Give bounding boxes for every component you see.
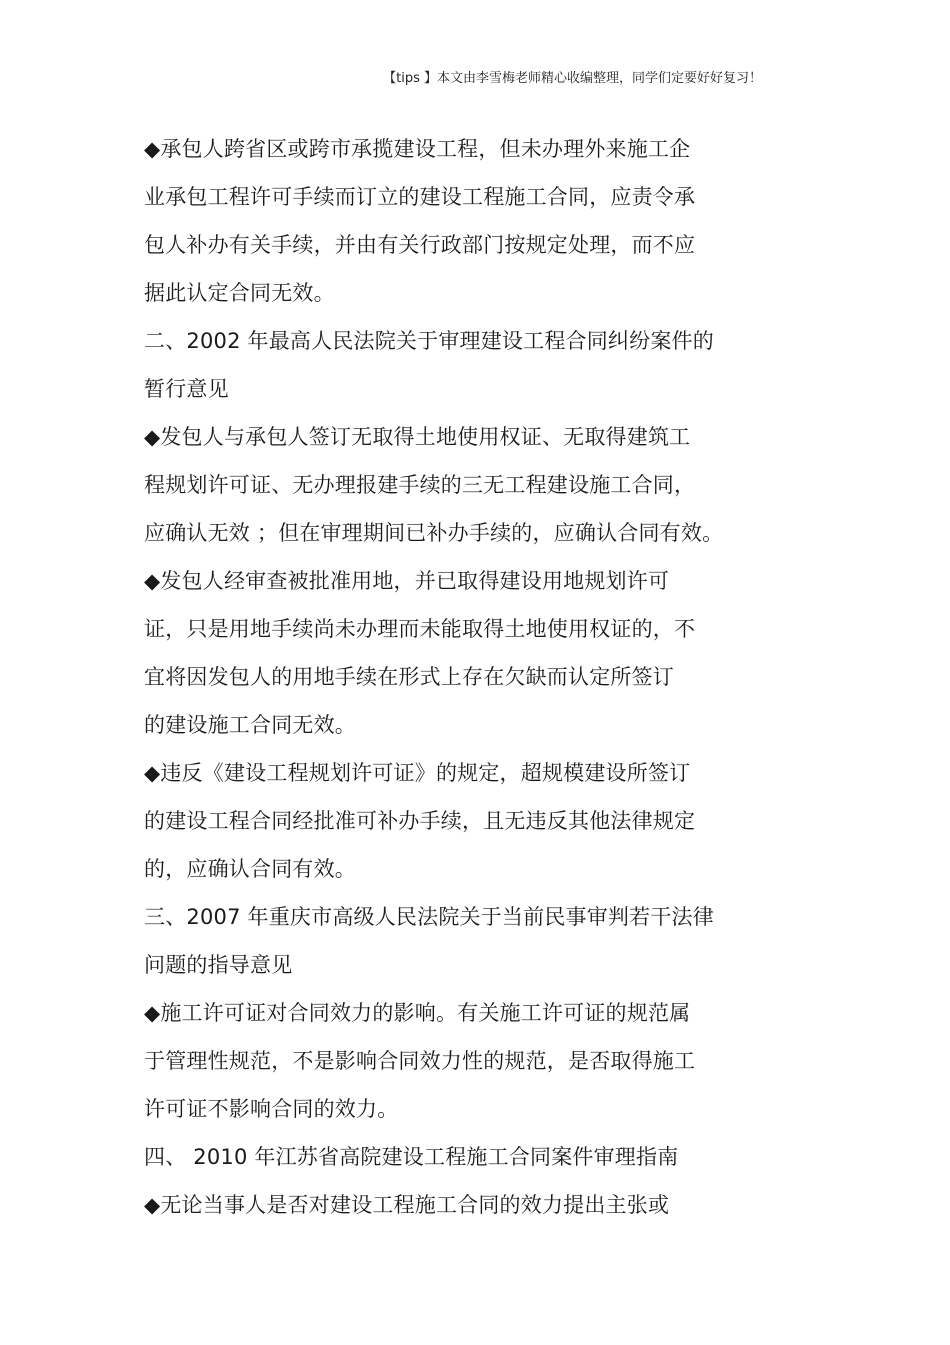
text-line: 于管理性规范，不是影响合同效力性的规范，是否取得施工 [144,1049,696,1073]
text-line: 应确认无效 ；但在审理期间已补办手续的，应确认合同有效。 [144,521,724,545]
section-heading-2-cont: 暂行意见 [144,377,229,401]
section-heading-3-cont: 问题的指导意见 [144,953,293,977]
text-line: 的建设施工合同无效。 [144,713,356,737]
text-line: ◆承包人跨省区或跨市承揽建设工程，但未办理外来施工企 [144,137,691,161]
text-line: 包人补办有关手续，并由有关行政部门按规定处理，而不应 [144,233,696,257]
section-heading-3: 三、2007 年重庆市高级人民法院关于当前民事审判若干法律 [144,905,714,929]
text-line: ◆施工许可证对合同效力的影响。有关施工许可证的规范属 [144,1001,691,1025]
section-heading-2: 二、2002 年最高人民法院关于审理建设工程合同纠纷案件的 [144,329,714,353]
text-line: 证，只是用地手续尚未办理而未能取得土地使用权证的，不 [144,617,696,641]
text-line: ◆无论当事人是否对建设工程施工合同的效力提出主张或 [144,1193,670,1217]
text-line: 许可证不影响合同的效力。 [144,1097,399,1121]
text-line: 业承包工程许可手续而订立的建设工程施工合同，应责令承 [144,185,696,209]
text-line: ◆发包人经审查被批准用地，并已取得建设用地规划许可 [144,569,670,593]
text-line: 宜将因发包人的用地手续在形式上存在欠缺而认定所签订 [144,665,674,689]
text-line: 程规划许可证、无办理报建手续的三无工程建设施工合同， [144,473,696,497]
text-line: ◆发包人与承包人签订无取得土地使用权证、无取得建筑工 [144,425,691,449]
text-line: 的，应确认合同有效。 [144,857,356,881]
text-line: 的建设工程合同经批准可补办手续，且无违反其他法律规定 [144,809,696,833]
section-heading-4: 四、 2010 年江苏省高院建设工程施工合同案件审理指南 [144,1145,679,1169]
document-body [144,125,784,1229]
header-tips: 【tips 】本文由李雪梅老师精心收编整理，同学们定要好好复习！ [383,71,762,86]
text-line: ◆违反《建设工程规划许可证》的规定，超规模建设所签订 [144,761,691,785]
text-line: 据此认定合同无效。 [144,281,335,305]
